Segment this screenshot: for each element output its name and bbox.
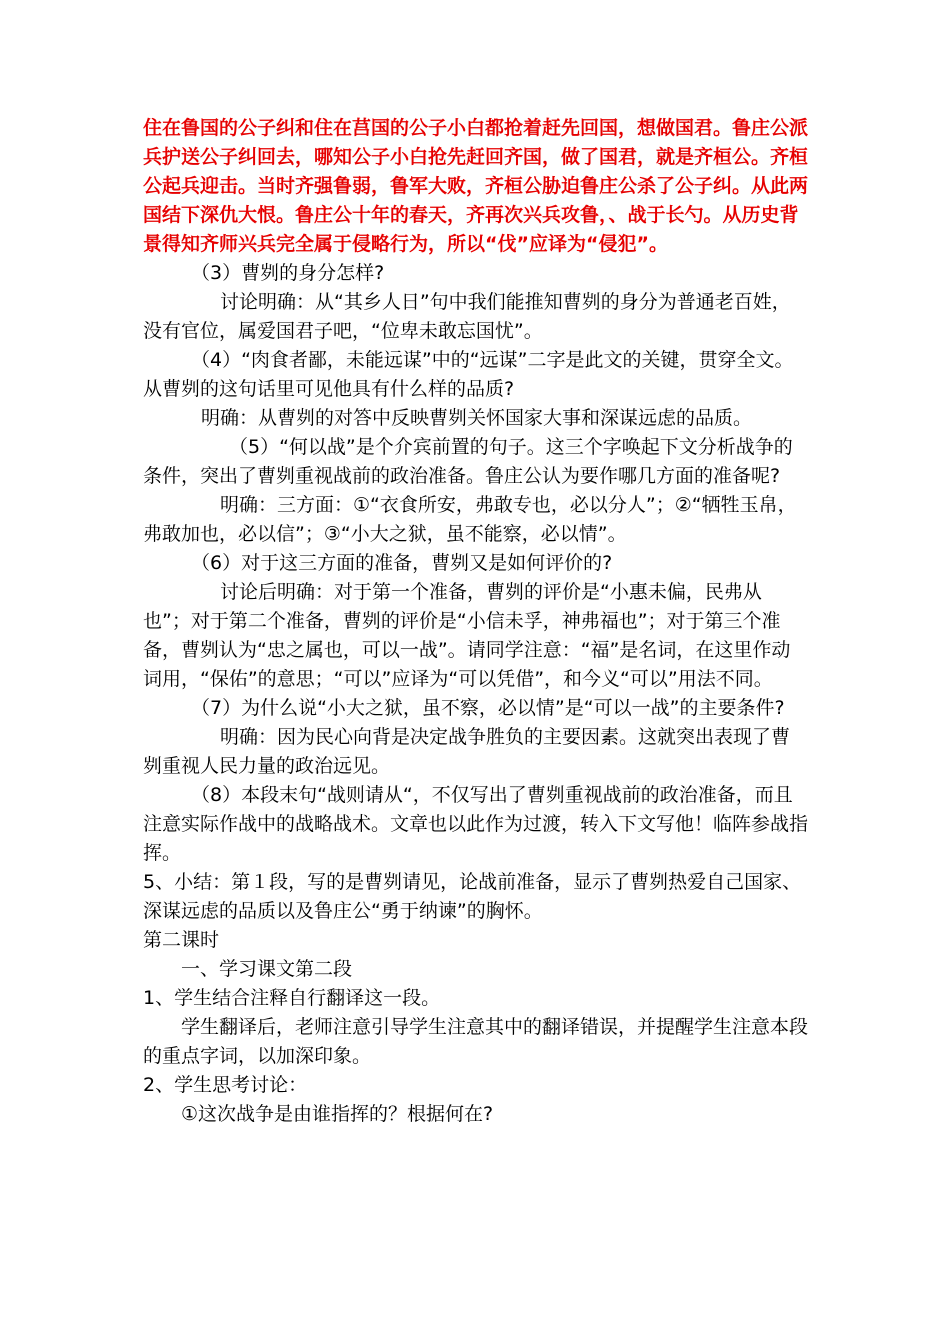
question-5: （5）“何以战”是个介宾前置的句子。这三个字唤起下文分析战争的条件，突出了曹刿重视战前的政治准备。鲁庄公认为要作哪几方面的准备呢?	[143, 436, 793, 487]
answer-6: 讨论后明确：对于第一个准备，曹刿的评价是“小惠未偏，民弗从也”；对于第二个准备，曹刿的评价是“小信未孚，神弗福也”；对于第三个准备，曹刿认为“忠之属也，可以一战”。请同学注意：“福”是名词，在这里作动词用，“保佑”的意思；“可以”应译为“可以凭借”，和今义“可以”用法不同。	[143, 581, 791, 690]
question-6: （6）对于这三方面的准备，曹刿又是如何评价的?	[191, 552, 613, 574]
step-1: 1、学生结合注释自行翻译这一段。	[143, 987, 441, 1009]
historical-background-paragraph: 住在鲁国的公子纠和住在莒国的公子小白都抢着赶先回国，想做国君。鲁庄公派兵护送公子纠回去，哪知公子小白抢先赶回齐国，做了国君，就是齐桓公。齐桓公起兵迎击。当时齐强鲁弱，鲁军大败，齐桓公胁迫鲁庄公杀了公子纠。从此两国结下深仇大恨。鲁庄公十年的春天，齐再次兴兵攻鲁，、战于长勺。从历史背景得知齐师兴兵完全属于侵略行为，所以“伐”应译为“侵犯”。	[143, 117, 809, 255]
step-2-question: ①这次战争是由谁指挥的？根据何在?	[181, 1103, 494, 1125]
step-1-detail: 学生翻译后，老师注意引导学生注意其中的翻译错误，并提醒学生注意本段的重点字词，以加深印象。	[143, 1016, 809, 1067]
summary-paragraph: 5、小结：第１段，写的是曹刿请见，论战前准备，显示了曹刿热爱自己国家、深谋远虑的品质以及鲁庄公“勇于纳谏”的胸怀。	[143, 871, 802, 922]
lesson-two-heading: 第二课时	[143, 929, 220, 951]
step-2: 2、学生思考讨论：	[143, 1074, 308, 1096]
question-8: （8）本段末句“战则请从“，不仅写出了曹刿重视战前的政治准备，而且注意实际作战中的战略战术。文章也以此作为过渡，转入下文写他！临阵参战指挥。	[143, 784, 809, 864]
answer-7: 明确：因为民心向背是决定战争胜负的主要因素。这就突出表现了曹刿重视人民力量的政治远见。	[143, 726, 791, 777]
answer-4: 明确：从曹刿的对答中反映曹刿关怀国家大事和深谋远虑的品质。	[201, 407, 753, 429]
document-page	[143, 114, 808, 1129]
question-7: （7）为什么说“小大之狱，虽不察，必以情”是“可以一战”的主要条件?	[191, 697, 785, 719]
question-4: （4）“肉食者鄙，未能远谋”中的“远谋”二字是此文的关键，贯穿全文。从曹刿的这句话里可见他具有什么样的品质?	[143, 349, 794, 400]
section-heading: 一、学习课文第二段	[181, 958, 353, 980]
answer-3: 讨论明确：从“其乡人日”句中我们能推知曹刿的身分为普通老百姓，没有官位，属爱国君子吧，“位卑未敢忘国忧”。	[143, 291, 791, 342]
question-3: （3）曹刿的身分怎样?	[191, 262, 385, 284]
answer-5: 明确：三方面：①“衣食所安，弗敢专也，必以分人”；②“牺牲玉帛，弗敢加也，必以信”；③“小大之狱，虽不能察，必以情”。	[143, 494, 797, 545]
